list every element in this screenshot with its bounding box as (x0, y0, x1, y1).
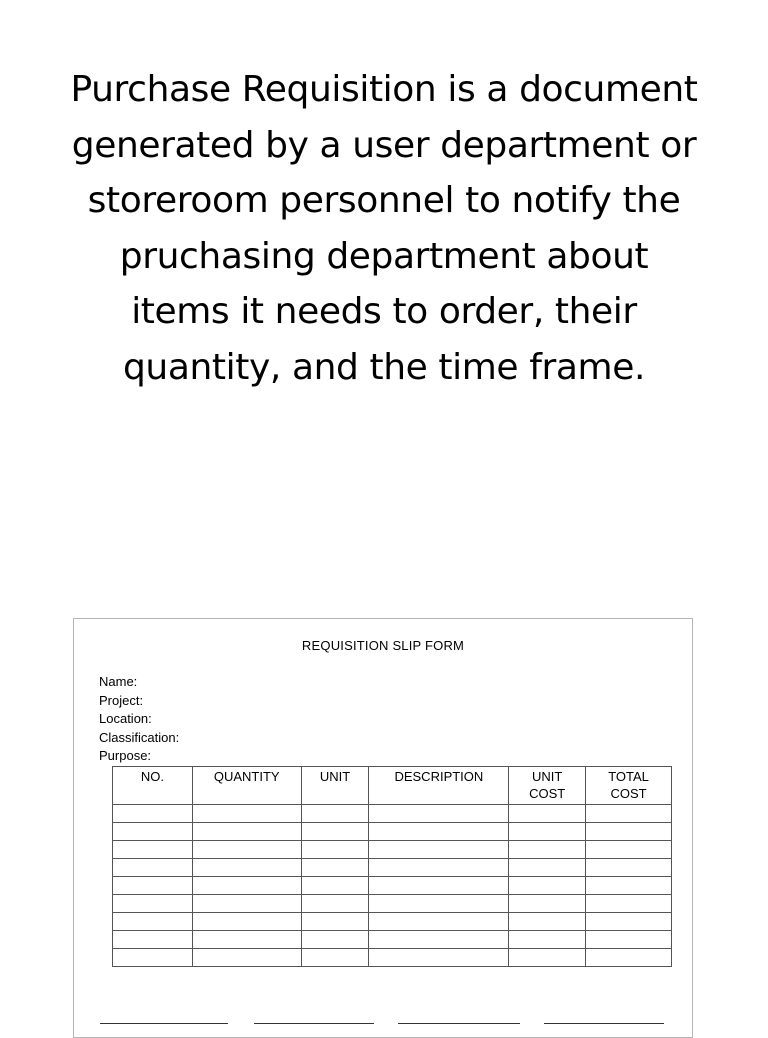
table-cell (113, 823, 193, 841)
table-row (113, 805, 672, 823)
table-cell (192, 949, 301, 967)
table-cell (301, 895, 369, 913)
table-row (113, 913, 672, 931)
table-cell (509, 931, 586, 949)
table-cell (509, 805, 586, 823)
header-description: DESCRIPTION (369, 767, 509, 805)
slide-text (30, 62, 738, 395)
table-cell (586, 931, 672, 949)
table-cell (301, 823, 369, 841)
form-title: REQUISITION SLIP FORM (301, 638, 465, 653)
table-cell (301, 931, 369, 949)
table-cell (113, 913, 193, 931)
table-cell (192, 823, 301, 841)
table-cell (369, 895, 509, 913)
header-unit: UNIT (301, 767, 369, 805)
table-cell (586, 913, 672, 931)
header-quantity: QUANTITY (192, 767, 301, 805)
table-cell (586, 877, 672, 895)
table-cell (192, 913, 301, 931)
table-cell (301, 859, 369, 877)
table-row (113, 823, 672, 841)
header-total-cost: TOTAL COST (586, 767, 672, 805)
table-cell (301, 841, 369, 859)
slide-text-line: quantity, and the time frame. (122, 346, 646, 388)
table-row (113, 895, 672, 913)
table-row (113, 949, 672, 967)
table-cell (301, 913, 369, 931)
table-cell (509, 859, 586, 877)
table-cell (586, 805, 672, 823)
table-cell (192, 877, 301, 895)
table-cell (509, 913, 586, 931)
table-cell (586, 823, 672, 841)
table-cell (509, 823, 586, 841)
requisition-table (112, 766, 672, 967)
table-cell (113, 805, 193, 823)
table-cell (192, 859, 301, 877)
table-cell (113, 841, 193, 859)
table-cell (113, 877, 193, 895)
field-project-label: Project: (99, 692, 144, 708)
table-cell (113, 895, 193, 913)
table-header-row (113, 767, 672, 805)
table-body (113, 805, 672, 967)
table-row (113, 877, 672, 895)
table-cell (369, 913, 509, 931)
table-cell (509, 895, 586, 913)
table-cell (586, 859, 672, 877)
slide-text-line: storeroom personnel to notify the (87, 180, 681, 221)
table-cell (369, 949, 509, 967)
header-no: NO. (113, 767, 193, 805)
field-purpose-label: Purpose: (99, 748, 152, 763)
table-cell (586, 841, 672, 859)
slide-text-line: Purchase Requisition is a document (70, 69, 698, 110)
slide-text-line: generated by a user department or (71, 124, 697, 166)
table-cell (301, 949, 369, 967)
table-cell (369, 841, 509, 859)
table-cell (369, 805, 509, 823)
table-row (113, 841, 672, 859)
table-cell (369, 877, 509, 895)
requisition-form-image (73, 618, 693, 1038)
table-cell (192, 931, 301, 949)
field-name-label: Name: (99, 674, 138, 689)
table-cell (113, 949, 193, 967)
table-cell (509, 877, 586, 895)
table-row (113, 931, 672, 949)
table-cell (192, 895, 301, 913)
table-cell (369, 823, 509, 841)
table-cell (301, 805, 369, 823)
slide-text-line: pruchasing department about (119, 235, 649, 277)
header-unit-cost: UNIT COST (509, 767, 586, 805)
table-cell (113, 859, 193, 877)
table-cell (369, 931, 509, 949)
table-cell (113, 931, 193, 949)
form-fields (99, 673, 179, 766)
field-classification-label: Classification: (99, 729, 180, 745)
table-cell (369, 859, 509, 877)
slide-text-line: items it needs to order, their (131, 291, 637, 332)
table-cell (586, 949, 672, 967)
table-row (113, 859, 672, 877)
table-cell (586, 895, 672, 913)
table-cell (301, 877, 369, 895)
table-cell (192, 841, 301, 859)
table-cell (509, 841, 586, 859)
table-cell (192, 805, 301, 823)
table-cell (509, 949, 586, 967)
field-location-label: Location: (99, 711, 152, 726)
